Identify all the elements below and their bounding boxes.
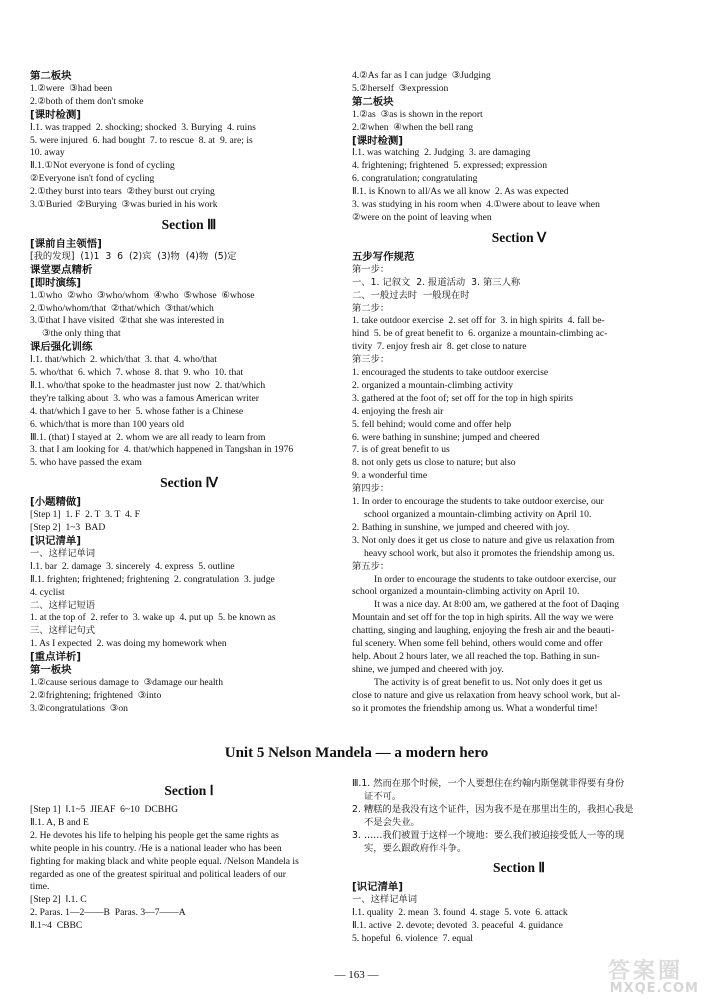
answer-line: regarded as one of the greatest spiritual and political leaders of our bbox=[30, 868, 287, 880]
right-column-top bbox=[352, 70, 686, 716]
answer-line: 2. 糟糕的是我没有这个证件，因为我不是在那里出生的，我担心我是 bbox=[352, 803, 634, 815]
block-heading: [课时检测] bbox=[30, 108, 82, 121]
answer-line: 4. enjoying the fresh air bbox=[352, 405, 444, 417]
answer-line: [我的发现] (1)1 3 6 (2)宾 (3)物 (4)物 (5)定 bbox=[30, 250, 237, 262]
answer-line: 3.①Buried ②Burying ③was buried in his work bbox=[30, 199, 218, 211]
answer-line: 2. Bathing in sunshine, we jumped and cheered with joy. bbox=[352, 521, 570, 533]
section-heading: Section Ⅱ bbox=[492, 860, 546, 876]
page-number: — 163 — bbox=[334, 969, 379, 981]
answer-line: 8. not only gets us close to nature; but also bbox=[352, 457, 516, 469]
answer-line: help. About 2 hours later, we all reached the top. Bathing in sun- bbox=[352, 650, 600, 662]
answer-line: school organized a mountain-climbing activity on April 10. bbox=[364, 509, 592, 520]
answer-line: Ⅱ.1.①Not everyone is fond of cycling bbox=[30, 160, 175, 172]
answer-line: 6. congratulation; congratulating bbox=[352, 173, 478, 185]
answer-line: Ⅱ.1. A, B and E bbox=[30, 816, 89, 828]
answer-line: Ⅱ.1. who/that spoke to the headmaster just now 2. that/which bbox=[30, 379, 266, 391]
block-heading: [识记清单] bbox=[30, 535, 82, 547]
answer-line: ②Everyone isn't fond of cycling bbox=[30, 173, 155, 185]
answer-line: 2. Paras. 1—2——B Paras. 3—7——A bbox=[30, 907, 186, 919]
answer-line: 2. He devotes his life to helping his people get the same rights as bbox=[30, 829, 279, 841]
answer-line: chatting, singing and laughing, enjoying the fresh air and the beauti- bbox=[352, 625, 615, 637]
answer-line: 第五步： bbox=[352, 560, 390, 572]
answer-line: so it promotes the friendship among us. What a wonderful time! bbox=[352, 702, 598, 714]
answer-line: fighting for making black and white people equal. /Nelson Mandela is bbox=[30, 855, 299, 867]
answer-line: 第四步： bbox=[352, 483, 390, 495]
answer-line: 5. who/that 6. which 7. whose 8. that 9. who 10. that bbox=[30, 367, 244, 379]
answer-line: Ⅱ.1. active 2. devote; devoted 3. peaceful 4. guidance bbox=[352, 920, 563, 932]
answer-line: Ⅲ.1. (that) I stayed at 2. whom we are all ready to learn from bbox=[30, 431, 266, 443]
answer-line: Ⅱ.1~4 CBBC bbox=[30, 920, 83, 932]
answer-line: 5.②herself ③expression bbox=[352, 82, 449, 94]
answer-line: 5. who have passed the exam bbox=[30, 457, 142, 469]
answer-line: 3. ……我们被置于这样一个境地：要么我们被迫接受低人一等的现 bbox=[352, 829, 625, 841]
section-heading: Section Ⅲ bbox=[161, 216, 217, 232]
answer-line: tivity 7. enjoy fresh air 8. get close to nature bbox=[352, 341, 527, 353]
answer-line: [Step 1] Ⅰ.1~5 JIEAF 6~10 DCBHG bbox=[30, 804, 179, 815]
answer-line: 5. hopeful 6. violence 7. equal bbox=[352, 933, 473, 945]
answer-line: Mountain and set off for the top in high spirits. All the way we were bbox=[352, 612, 614, 624]
answer-line: 1.②were ③had been bbox=[30, 82, 113, 94]
answer-line: 1. encouraged the students to take outdoor exercise bbox=[352, 367, 549, 379]
answer-line: 1. In order to encourage the students to take outdoor exercise, our bbox=[352, 496, 604, 508]
answer-line: ful scenery. When some fell behind, others would come and offer bbox=[352, 638, 603, 650]
answer-line: 4. that/which I gave to her 5. whose father is a Chinese bbox=[30, 405, 244, 417]
answer-line: 2.②when ④when the bell rang bbox=[352, 121, 474, 133]
answer-line: 第一步： bbox=[352, 263, 390, 275]
answer-line: 5. fell behind; would come and offer help bbox=[352, 418, 512, 430]
answer-line: white people in his country. /He is a national leader who has been bbox=[30, 842, 282, 854]
answer-line: 2.②frightening; frightened ③into bbox=[30, 689, 162, 701]
answer-line: they're talking about 3. who was a famous American writer bbox=[30, 392, 259, 404]
answer-line: close to nature and give us relaxation from heavy school work, but al- bbox=[352, 689, 621, 701]
answer-line: 1. As I expected 2. was doing my homework when bbox=[30, 638, 227, 650]
answer-line: 1. take outdoor exercise 2. set off for 3. in high spirits 4. fall be- bbox=[352, 315, 605, 327]
answer-line: 1. at the top of 2. refer to 3. wake up 4. put up 5. be known as bbox=[30, 612, 276, 624]
section-heading: Section Ⅳ bbox=[160, 475, 218, 491]
answer-line: 9. a wonderful time bbox=[352, 470, 428, 482]
block-heading: [重点详析] bbox=[30, 651, 82, 664]
answer-line: 7. is of great benefit to us bbox=[352, 444, 450, 456]
unit-title: Unit 5 Nelson Mandela — a modern hero bbox=[224, 745, 489, 761]
watermark-top-text: 答案圈 bbox=[607, 959, 683, 984]
answer-line: 2. organized a mountain-climbing activity bbox=[352, 379, 514, 391]
answer-line: 3. was studying in his room when 4.①were about to leave when bbox=[352, 199, 600, 211]
answer-line: 1.②as ③as is shown in the report bbox=[352, 108, 483, 120]
answer-line: 一、这样记单词 bbox=[30, 547, 96, 559]
answer-line: 3. gathered at the foot of; set off for the top in high spirits bbox=[352, 392, 573, 404]
block-heading: [即时演练] bbox=[30, 276, 82, 289]
answer-line: 5. were injured 6. had bought 7. to rescue 8. at 9. are; is bbox=[30, 134, 253, 146]
block-heading: 第二板块 bbox=[352, 95, 394, 108]
answer-line: Ⅰ.1. was watching 2. Judging 3. are damaging bbox=[352, 147, 531, 159]
answer-line: 6. which/that is more than 100 years old bbox=[30, 418, 185, 430]
answer-line: heavy school work, but also it promotes the friendship among us. bbox=[364, 547, 615, 559]
answer-line: Ⅰ.1. bar 2. damage 3. sincerely 4. express 5. outline bbox=[30, 560, 235, 572]
answer-line: 2.①who/whom/that ②that/which ③that/which bbox=[30, 302, 214, 314]
answer-line: [Step 1] 1. F 2. T 3. T 4. F bbox=[30, 509, 140, 521]
answer-line: 1.②cause serious damage to ③damage our health bbox=[30, 676, 224, 688]
answer-line: 4.②As far as I can judge ③Judging bbox=[352, 70, 491, 81]
answer-line: 三、这样记句式 bbox=[30, 625, 96, 637]
left-column-top bbox=[30, 70, 348, 716]
answer-line: 第三步： bbox=[352, 354, 390, 366]
block-heading: [课前自主领悟] bbox=[30, 237, 102, 250]
answer-line: [Step 2] Ⅰ.1. C bbox=[30, 894, 87, 906]
answer-line: 2.①they burst into tears ②they burst out crying bbox=[30, 186, 215, 198]
answer-line: 证不可。 bbox=[364, 790, 402, 802]
answer-line: 10. away bbox=[30, 147, 65, 159]
block-heading: 课堂要点精析 bbox=[30, 263, 93, 276]
answer-line: 3.①that I have visited ②that she was interested in bbox=[30, 315, 225, 327]
block-heading: [识记清单] bbox=[352, 881, 404, 894]
answer-line: 4. cyclist bbox=[30, 586, 65, 598]
answer-line: Ⅱ.1. frighten; frightened; frightening 2. congratulation 3. judge bbox=[30, 573, 275, 585]
answer-line: 3.②congratulations ③on bbox=[30, 702, 128, 714]
answer-line: Ⅰ.1. quality 2. mean 3. found 4. stage 5. vote 6. attack bbox=[352, 907, 568, 919]
answer-line: Ⅰ.1. that/which 2. which/that 3. that 4. who/that bbox=[30, 354, 217, 366]
answer-line: The activity is of great benefit to us. Not only does it get us bbox=[374, 676, 603, 688]
answer-line: hind 5. be of great benefit to 6. organize a mountain-climbing ac- bbox=[352, 328, 608, 340]
answer-line: 二、这样记短语 bbox=[30, 599, 96, 611]
answer-line: 3. that I am looking for 4. that/which happened in Tangshan in 1976 bbox=[30, 444, 294, 456]
answer-line: 第二步： bbox=[352, 302, 390, 314]
left-column-bottom bbox=[30, 778, 348, 933]
answer-line: 实，要么跟政府作斗争。 bbox=[364, 842, 467, 854]
answer-line: [Step 2] 1~3 BAD bbox=[30, 522, 106, 534]
watermark-bottom-text: MXQE.COM bbox=[609, 981, 699, 996]
block-heading: 第一板块 bbox=[30, 664, 72, 677]
block-heading: 五步写作规范 bbox=[352, 250, 415, 263]
answer-line: 3. Not only does it get us close to nature and give us relaxation from bbox=[352, 534, 615, 546]
answer-line: 二、一般过去时 一般现在时 bbox=[352, 289, 470, 301]
answer-line: 1.①who ②who ③who/whom ④who ⑤whose ⑥whose bbox=[30, 289, 255, 301]
answer-line: 不是会失业。 bbox=[364, 816, 420, 828]
watermark-logo bbox=[565, 954, 705, 998]
answer-line: Ⅰ.1. was trapped 2. shocking; shocked 3. Burying 4. ruins bbox=[30, 121, 256, 133]
answer-line: time. bbox=[30, 881, 50, 893]
answer-line: In order to encourage the students to take outdoor exercise, our bbox=[374, 573, 617, 585]
right-column-bottom bbox=[352, 778, 686, 946]
block-heading: [小题精做] bbox=[30, 496, 82, 509]
answer-line: Ⅱ.1. is Known to all/As we all know 2. As was expected bbox=[352, 186, 569, 198]
section-heading: Section Ⅰ bbox=[164, 783, 214, 798]
block-heading: 第二板块 bbox=[30, 70, 72, 82]
answer-line: 2.②both of them don't smoke bbox=[30, 95, 144, 107]
answer-line: 一、1. 记叙文 2. 报道活动 3. 第三人称 bbox=[352, 276, 521, 288]
answer-line: 一、这样记单词 bbox=[352, 894, 418, 906]
answer-line: school organized a mountain-climbing activity on April 10. bbox=[352, 586, 580, 598]
answer-line: ③the only thing that bbox=[42, 328, 121, 340]
answer-line: 4. frightening; frightened 5. expressed; expression bbox=[352, 160, 548, 172]
answer-line: It was a nice day. At 8:00 am, we gathered at the foot of Daqing bbox=[374, 599, 620, 611]
answer-line: ②were on the point of leaving when bbox=[352, 211, 492, 223]
answer-line: shine, we jumped and cheered with joy. bbox=[352, 663, 504, 675]
section-heading: Section Ⅴ bbox=[491, 229, 547, 245]
block-heading: [课时检测] bbox=[352, 134, 404, 147]
answer-line: Ⅲ.1. 然而在那个时候，一个人要想住在约翰内斯堡就非得要有身份 bbox=[352, 778, 625, 789]
block-heading: 课后强化训练 bbox=[30, 341, 93, 354]
answer-line: 6. were bathing in sunshine; jumped and cheered bbox=[352, 431, 540, 443]
